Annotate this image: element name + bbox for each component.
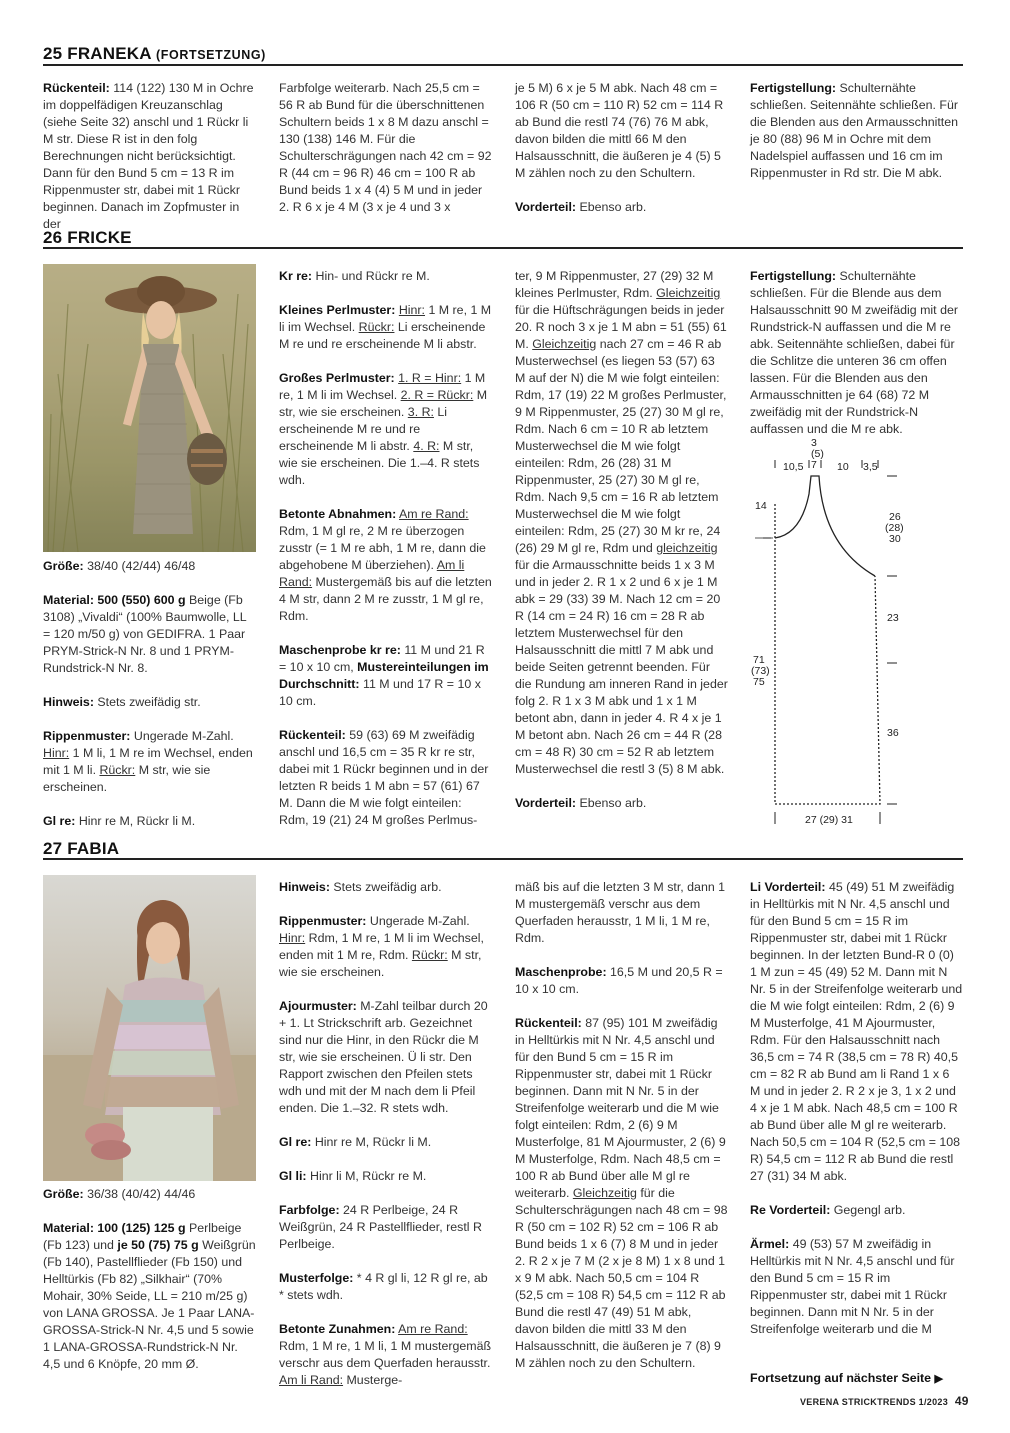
page-number: 49 [954, 1394, 969, 1408]
text-rippenmuster: Ungerade M-Zahl. [366, 914, 470, 928]
fabia-col-4 [750, 879, 963, 1338]
label-material: Material: 500 (550) 600 g [43, 593, 186, 607]
underline-am-li-rand: Am li Rand: [279, 1373, 344, 1387]
label-groesse: Größe: [43, 559, 84, 573]
text-ajourmuster: M-Zahl teilbar durch 20 + 1. Lt Strickschrift arb. Gezeichnet sind nur die Hinr, in den Rückr die M str, wie sie erscheinen. Ü li str. Den Rapport zwischen den Pfeilen stets wdh und mit der M nach dem li Pfeil enden. Die 1.–32. R stets wdh. [279, 999, 488, 1115]
label-glre: Gl re: [279, 1135, 312, 1149]
fricke-col-1 [43, 558, 256, 830]
text-rippenmuster: M str, wie sie erscheinen. [279, 948, 482, 979]
text-krre: Hin- und Rückr re M. [312, 269, 430, 283]
fricke-col-4 [750, 268, 963, 438]
dim-right-23: 23 [887, 612, 899, 624]
fabia-col-2 [279, 879, 492, 1389]
fricke-model-photo [43, 264, 256, 552]
dim-top-1: 10,5 [783, 461, 804, 473]
text-glli: Hinr li M, Rückr re M. [306, 1169, 427, 1183]
dim-right-26c: 30 [889, 533, 901, 545]
fricke-col-2 [279, 268, 492, 829]
text-glre: Hinr re M, Rückr li M. [75, 814, 196, 828]
text-re-vorderteil: Gegengl arb. [830, 1203, 906, 1217]
underline-r3: 3. R: [407, 405, 434, 419]
dim-bottom: 27 (29) 31 [805, 814, 853, 826]
section-divider [43, 858, 963, 860]
continue-note[interactable] [750, 1371, 943, 1385]
label-rippenmuster: Rippenmuster: [43, 729, 131, 743]
text-material: Weißgrün (Fb 140), Pastellflieder (Fb 150) und Helltürkis (Fb 82) „Silkhair“ (70% Mohair, 30% Seide, LL = 210 m/25 g) von LANA GROSSA. Je 1 Paar LANA-GROSSA-Strick-N Nr. 4,5 und 5 sowie 1 LANA-GROSSA-Rundstrick-N Nr. 4,5 und 6 Knöpfe, 20 mm Ø. [43, 1238, 256, 1371]
label-fertigstellung: Fertigstellung: [750, 81, 837, 95]
dim-right-26b: (28) [885, 522, 904, 534]
text-grosses-perlmuster: M str, wie sie erscheinen. [279, 388, 488, 419]
label-krre: Kr re: [279, 269, 313, 283]
text-hinweis: Stets zweifädig str. [93, 695, 201, 709]
text-rueckenteil: 59 (63) 69 M zweifädig anschl und 16,5 cm = 35 R kr re str, dabei mit 1 Rückr beginnen und in der letzten R beids 1 M abn = 57 (61) 67 M. Dann die M wie folgt einteilen: Rdm, 19 (21) 24 M großes Perlmus- [279, 728, 489, 827]
dim-top-2b: (5) [811, 448, 824, 460]
arrow-right-icon: ▶ [934, 1373, 943, 1385]
section-title-suffix: (FORTSETZUNG) [156, 48, 266, 62]
underline-rueckr: Rückr: [411, 948, 448, 962]
dim-left-71c: 75 [753, 676, 765, 688]
text-betonte-zunahmen: Rdm, 1 M re, 1 M li, 1 M mustergemäß verschr aus dem Querfaden herausstr. [279, 1339, 492, 1370]
text-grosses-perlmuster: 1 M re, 1 M li im Wechsel. [279, 371, 486, 402]
text-rueckenteil: 87 (95) 101 M zweifädig in Helltürkis mit N Nr. 4,5 anschl und für den Bund 5 cm = 15 R im Rippenmuster str, dabei mit 1 Rückr beginnen. Dann mit N Nr. 5 in der Streifenfolge weiterarb und die M wie folgt einteilen: Rdm, 2 (6) 9 M Musterfolge, 81 M Ajourmuster, 2 (6) 9 M Musterfolge, Rdm. Nach 48,5 cm = 100 R ab Bund über alle M gl re weiterarb. [515, 1016, 726, 1200]
underline-gleichzeitig: Gleichzeitig [656, 286, 721, 300]
label-groesse: Größe: [43, 1187, 84, 1201]
side-fold-line [775, 504, 880, 804]
text-material: Beige (Fb 3108) „Vivaldi“ (100% Baumwolle, LL = 120 m/50 g) von GEDIFRA. 1 Paar PRYM-Strick-N Nr. 8 und 1 PRYM-Rundstrick-N Nr. 8. [43, 593, 247, 675]
underline-r4: 4. R: [413, 439, 440, 453]
text-kleines-perlmuster: 1 M re, 1 M li im Wechsel. [279, 303, 492, 334]
fricke-schematic-diagram [745, 436, 965, 828]
text-hinweis: Stets zweifädig arb. [329, 880, 442, 894]
text-rueckenteil-cont: für die Armausschnitte beids 1 x 3 M und in jeder 2. R 1 x 2 und 6 x je 1 M abk = 29 (33) 39 M. Nach 12 cm = 20 R (14 cm = 24 R) 16 cm = 28 R ab letztem Musterwechsel für den Halsausschnitt die mittl 7 M abk und beide Seiten getrennt beenden. Für die Rundung am inneren Rand in jeder folg 2. R 1 x 3 M abk und 1 x 1 M betont abn, dann in jeder 4. R 4 x je 1 M betont abn. Nach 26 cm = 44 R (28 cm = 48 R) 30 cm = 52 R ab letztem Musterwechsel die restl 3 (5) 8 M abk. [515, 558, 728, 776]
franeka-col-2 [279, 80, 492, 216]
text-rippenmuster: Ungerade M-Zahl. [130, 729, 234, 743]
text-mustereinteilungen: 11 M und 17 R = 10 x 10 cm. [279, 677, 481, 708]
label-aermel: Ärmel: [750, 1237, 790, 1251]
label-farbfolge: Farbfolge: [279, 1203, 340, 1217]
fabia-model-photo [43, 875, 256, 1181]
label-maschenprobe: Maschenprobe: [515, 965, 607, 979]
text-li-vorderteil: 45 (49) 51 M zweifädig in Helltürkis mit N Nr. 4,5 anschl und für den Bund 5 cm = 15 R im Rippenmuster str, dabei mit 1 Rückr beginnen. In der letzten Bund-R 0 (0) 1 M zun = 45 (49) 52 M. Dann mit N Nr. 5 in der Streifenfolge weiterarb und die M wie folgt einteilen: Rdm, 2 (6) 9 M Musterfolge, 41 M Ajourmuster, Rdm. Für den Halsausschnitt nach 36,5 cm = 74 R (38,5 cm = 78 R) 40,5 cm = 82 R ab Bund am li Rand 1 x 6 M und in jeder 2. R 2 x je 3, 1 x 2 und 4 x je 1 M abk. Nach 48,5 cm = 100 R ab Bund über alle M gl re weiterarb. Nach 50,5 cm = 104 R (52,5 cm = 108 R) 54,5 cm = 112 R ab Bund die restl 27 (31) 34 M abk. [750, 880, 963, 1183]
photo-illustration [43, 264, 256, 552]
text-fertigstellung: Schulternähte schließen. Für die Blende aus dem Halsausschnitt 90 M zweifädig mit der Rundstrick-N auffassen und die M re abk. Seitennähte schließen, dabei für die Schlitze die unteren 36 cm offen lassen. Für die Blenden aus den Armausschnitten je 64 (68) 72 M zweifädig mit der Rundstrick-N auffassen und die M re abk. [750, 269, 958, 436]
underline-gleichzeitig: Gleichzeitig [532, 337, 597, 351]
dim-left-71b: (73) [751, 665, 770, 677]
underline-am-li-rand: Am li Rand: [279, 558, 465, 589]
text-betonte-zunahmen-cont: mäß bis auf die letzten 3 M str, dann 1 M mustergemäß verschr aus dem Querfaden herausstr, 1 M li, 1 M re, Rdm. [515, 880, 726, 945]
photo-illustration [43, 875, 256, 1181]
text-farbfolge: Farbfolge weiterarb. Nach 25,5 cm = 56 R ab Bund für die überschnittenen Schultern beids 1 x 8 M dazu anschl = 130 (138) 146 M. Für die Schulterschrägungen nach 42 cm = 92 R (44 cm = 96 R) 46 cm = 100 R ab Bund beids 1 x 4 (4) 5 M und in jeder 2. R 6 x je 4 M (3 x je 4 und 3 x [279, 81, 492, 214]
label-hinweis: Hinweis: [43, 695, 94, 709]
text-groesse: 36/38 (40/42) 44/46 [83, 1187, 196, 1201]
text-vorderteil: Ebenso arb. [576, 796, 647, 810]
section-title-fricke [43, 228, 132, 248]
text-schulter: je 5 M) 6 x je 5 M abk. Nach 48 cm = 106 R (50 cm = 110 R) 52 cm = 114 R ab Bund die restl 74 (76) 76 M abk, davon bilden die mittl 66 M den Halsausschnitt, die äußeren je 4 (5) 5 M zählen noch zu den Schultern. [515, 81, 724, 180]
continue-text: Fortsetzung auf nächster Seite [750, 1371, 932, 1385]
underline-rueckr: Rückr: [99, 763, 136, 777]
franeka-col-3 [515, 80, 728, 216]
text-glre: Hinr re M, Rückr li M. [311, 1135, 432, 1149]
underline-hinr: Hinr: [43, 746, 70, 760]
text-rippenmuster: M str, wie sie erscheinen. [43, 763, 211, 794]
section-title-text: 25 FRANEKA [43, 44, 152, 63]
label-vorderteil: Vorderteil: [515, 200, 577, 214]
underline-am-re-rand: Am re Rand: [398, 1322, 468, 1336]
label-ajourmuster: Ajourmuster: [279, 999, 357, 1013]
text-fertigstellung: Schulternähte schließen. Seitennähte schließen. Für die Blenden aus den Armausschnitten je 80 (88) 96 M in Ochre mit dem Nadelspiel auffassen und 16 cm im Rippenmuster in Rd str. Die M abk. [750, 81, 959, 180]
underline-rueckr: Rückr: [358, 320, 395, 334]
underline-gleichzeitig: gleichzeitig [656, 541, 718, 555]
text-rueckenteil-cont: ter, 9 M Rippenmuster, 27 (29) 32 M kleines Perlmuster, Rdm. [515, 269, 714, 300]
dim-top-4: 3,5 [863, 461, 878, 473]
dim-left-71a: 71 [753, 654, 765, 666]
dim-right-36: 36 [887, 727, 899, 739]
label-vorderteil: Vorderteil: [515, 796, 577, 810]
label-kleines-perlmuster: Kleines Perlmuster: [279, 303, 396, 317]
dim-top-2a: 3 [811, 437, 817, 449]
fabia-col-3 [515, 879, 728, 1372]
underline-hinr: Hinr: [279, 931, 306, 945]
garment-outline [775, 476, 875, 576]
text-betonte-abnahmen: Rdm, 1 M gl re, 2 M re überzogen zusstr (= 1 M re abh, 1 M re, dann die abgehobene M überziehen). [279, 524, 486, 572]
text-groesse: 38/40 (42/44) 46/48 [83, 559, 196, 573]
section-title-franeka [43, 44, 266, 64]
underline-gleichzeitig: Gleichzeitig [572, 1186, 637, 1200]
label-re-vorderteil: Re Vorderteil: [750, 1203, 831, 1217]
fricke-col-3 [515, 268, 728, 812]
dim-top-3: 10 [837, 461, 849, 473]
label-betonte-abnahmen: Betonte Abnahmen: [279, 507, 397, 521]
text-rueckenteil-cont: für die Hüftschrägungen beids in jeder 20. R noch 3 x je 1 M abn = 51 (55) 61 M. [515, 303, 727, 351]
text-aermel: 49 (53) 57 M zweifädig in Helltürkis mit N Nr. 4,5 anschl und für den Bund 5 cm = 15 R im Rippenmuster str, dabei mit 1 Rückr beginnen. Dann mit N Nr. 5 in der Streifenfolge weiterarb und die M [750, 1237, 955, 1336]
text-rueckenteil: für die Schulterschrägungen nach 48 cm = 98 R (50 cm = 102 R) 52 cm = 106 R ab Bund beids 1 x 6 (7) 8 M und in jeder 2. R 2 x je 7 M (2 x je 8 M) 1 x 8 und 1 x 9 M abk. Nach 50,5 cm = 104 R (52,5 cm = 108 R) 54,5 cm = 112 R ab Bund die restl 47 (49) 51 M abk, davon bilden die mittl 33 M den Halsausschnitt, die äußeren je 7 (8) 9 M zählen noch zu den Schultern. [515, 1186, 728, 1370]
text-vorderteil: Ebenso arb. [576, 200, 647, 214]
franeka-col-4 [750, 80, 963, 182]
text-betonte-abnahmen: Mustergemäß bis auf die letzten 4 M str, dann 2 M re zusstr, 1 M gl re, Rdm. [279, 575, 492, 623]
dim-right-26a: 26 [889, 511, 901, 523]
text-maschenprobe: 16,5 M und 20,5 R = 10 x 10 cm. [515, 965, 723, 996]
label-mustereinteilungen: Mustereinteilungen im Durchschnitt: [279, 660, 489, 691]
text-rippenmuster: Rdm, 1 M re, 1 M li im Wechsel, enden mit 1 M re, Rdm. [279, 931, 484, 962]
label-li-vorderteil: Li Vorderteil: [750, 880, 826, 894]
underline-r2: 2. R = Rückr: [400, 388, 474, 402]
underline-r1: 1. R = Hinr: [398, 371, 462, 385]
text-musterfolge: * 4 R gl li, 12 R gl re, ab * stets wdh. [279, 1271, 488, 1302]
label-rueckenteil: Rückenteil: [279, 728, 346, 742]
section-title-text: 26 FRICKE [43, 228, 132, 247]
label-glre: Gl re: [43, 814, 76, 828]
section-divider [43, 64, 963, 66]
label-maschenprobe: Maschenprobe kr re: [279, 643, 401, 657]
dim-top-2c: 7 [811, 459, 817, 471]
fabia-col-1 [43, 1186, 256, 1373]
text-rueckenteil-cont: nach 27 cm = 46 R ab Musterwechsel (es liegen 53 (57) 63 M auf der N) die M wie folgt einteilen: Rdm, 17 (19) 22 M großes Perlmuster, 9 M Rippenmuster, 25 (27) 30 M gl re, Rdm. Nach 6 cm = 10 R ab letztem Musterwechsel die M wie folgt einteilen: Rdm, 26 (28) 31 M Rippenmuster, 25 (27) 30 M gl re, Rdm. Nach 9,5 cm = 16 R ab letztem Musterwechsel die M wie folgt einteilen: Rdm, 25 (27) 30 M kr re, 24 (26) 29 M gl re, Rdm und [515, 337, 727, 555]
label-rueckenteil: Rückenteil: [43, 81, 110, 95]
label-fertigstellung: Fertigstellung: [750, 269, 837, 283]
label-material-2: je 50 (75) 75 g [117, 1238, 199, 1252]
text-betonte-zunahmen: Musterge- [343, 1373, 403, 1387]
label-glli: Gl li: [279, 1169, 307, 1183]
magazine-name: VERENA STRICKTRENDS 1/2023 [800, 1397, 949, 1407]
underline-am-re-rand: Am re Rand: [399, 507, 469, 521]
section-title-text: 27 FABIA [43, 839, 120, 858]
text-kleines-perlmuster: Li erscheinende M re und re erscheinende M li abstr. [279, 320, 486, 351]
text-farbfolge: 24 R Perlbeige, 24 R Weißgrün, 24 R Pastellflieder, restl R Perlbeige. [279, 1203, 482, 1251]
text-grosses-perlmuster: M str, wie sie erscheinen. Die 1.–4. R stets wdh. [279, 439, 480, 487]
label-hinweis: Hinweis: [279, 880, 330, 894]
page-footer [800, 1394, 969, 1408]
franeka-col-1 [43, 80, 256, 233]
text-material: Perlbeige (Fb 123) und [43, 1221, 242, 1252]
label-grosses-perlmuster: Großes Perlmuster: [279, 371, 395, 385]
label-material: Material: 100 (125) 125 g [43, 1221, 186, 1235]
text-grosses-perlmuster: Li erscheinende M re und re erscheinende M li abstr. [279, 405, 448, 453]
text-rueckenteil: 114 (122) 130 M in Ochre im doppelfädigen Kreuzanschlag (siehe Seite 32) anschl und 1 Rückr li M str. Diese R ist in den folg Berechnungen nicht berücksichtigt. Dann für den Bund 5 cm = 13 R im Rippenmuster str, dabei mit 1 Rückr beginnen. Danach im Zopfmuster in der [43, 81, 254, 231]
label-betonte-zunahmen: Betonte Zunahmen: [279, 1322, 396, 1336]
text-rippenmuster: 1 M li, 1 M re im Wechsel, enden mit 1 M li. [43, 746, 253, 777]
dim-left-14: 14 [755, 500, 767, 512]
label-rueckenteil: Rückenteil: [515, 1016, 582, 1030]
text-maschenprobe: 11 M und 21 R = 10 x 10 cm, [279, 643, 485, 674]
section-title-fabia [43, 839, 119, 859]
label-musterfolge: Musterfolge: [279, 1271, 354, 1285]
underline-hinr: Hinr: [398, 303, 426, 317]
section-divider [43, 247, 963, 249]
label-rippenmuster: Rippenmuster: [279, 914, 367, 928]
